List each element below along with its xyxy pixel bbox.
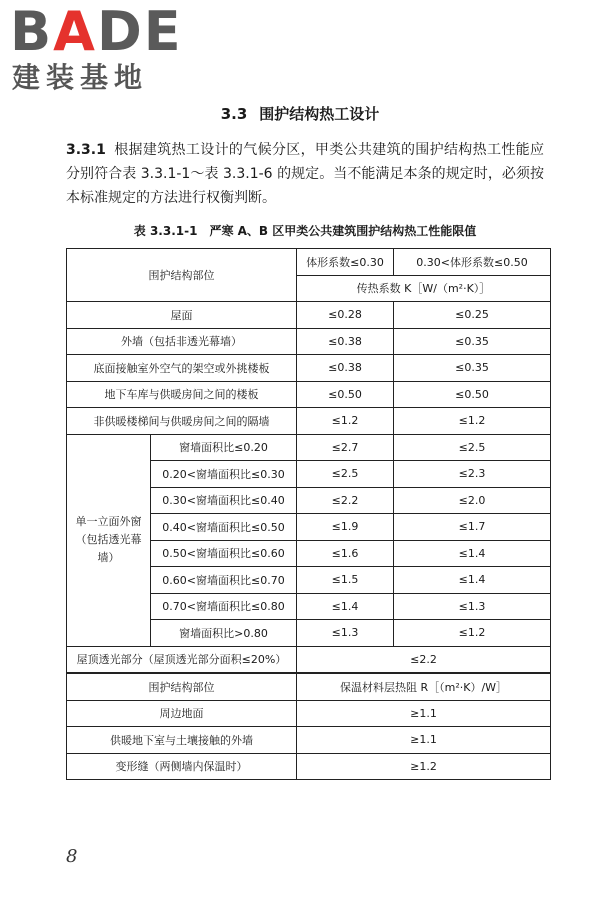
ratio-cell: 窗墙面积比>0.80 xyxy=(151,620,297,647)
table-caption: 表 3.3.1-1 严寒 A、B 区甲类公共建筑围护结构热工性能限值 xyxy=(133,224,477,238)
value-cell: ≤0.28 xyxy=(297,302,394,329)
ratio-cell: 窗墙面积比≤0.20 xyxy=(151,434,297,461)
value-cell: ≤0.35 xyxy=(394,328,551,355)
section-number: 3.3 xyxy=(220,105,248,123)
r-row xyxy=(67,727,551,754)
value-cell: ≤0.50 xyxy=(394,381,551,408)
thermal-performance-table xyxy=(66,248,551,780)
value-cell: ≥1.1 xyxy=(297,700,551,727)
value-cell: ≤0.35 xyxy=(394,355,551,382)
ratio-cell: 0.70<窗墙面积比≤0.80 xyxy=(151,593,297,620)
value-cell: ≤2.2 xyxy=(297,646,551,673)
ratio-cell: 0.50<窗墙面积比≤0.60 xyxy=(151,540,297,567)
header-col1-cell: 体形系数≤0.30 xyxy=(297,249,394,276)
logo-wordmark xyxy=(10,0,183,63)
header2-unit-cell: 保温材料层热阻 R［（m²·K）/W］ xyxy=(297,673,551,700)
r-row xyxy=(67,700,551,727)
part-cell: 屋顶透光部分（屋顶透光部分面积≤20%） xyxy=(67,646,297,673)
part-cell: 变形缝（两侧墙内保温时） xyxy=(67,753,297,780)
value-cell: ≤1.4 xyxy=(394,567,551,594)
value-cell: ≤1.4 xyxy=(394,540,551,567)
value-cell: ≤1.9 xyxy=(297,514,394,541)
logo-letter-a-accent: A xyxy=(53,0,97,63)
value-cell: ≤2.0 xyxy=(394,487,551,514)
value-cell: ≤1.6 xyxy=(297,540,394,567)
ratio-cell: 0.30<窗墙面积比≤0.40 xyxy=(151,487,297,514)
value-cell: ≤2.7 xyxy=(297,434,394,461)
header-part-cell: 围护结构部位 xyxy=(67,249,297,302)
r-row xyxy=(67,753,551,780)
value-cell: ≥1.2 xyxy=(297,753,551,780)
value-cell: ≤0.25 xyxy=(394,302,551,329)
clause-paragraph xyxy=(66,138,544,210)
bade-logo xyxy=(10,0,183,96)
part-cell: 外墙（包括非透光幕墙） xyxy=(67,328,297,355)
page-number: 8 xyxy=(66,846,78,867)
value-cell: ≤0.38 xyxy=(297,328,394,355)
ratio-cell: 0.20<窗墙面积比≤0.30 xyxy=(151,461,297,488)
value-cell: ≥1.1 xyxy=(297,727,551,754)
ratio-cell: 0.60<窗墙面积比≤0.70 xyxy=(151,567,297,594)
table-header2-row xyxy=(67,673,551,700)
window-group-cell: 单一立面外窗（包括透光幕墙） xyxy=(67,434,151,646)
part-cell: 供暖地下室与土壤接触的外墙 xyxy=(67,727,297,754)
value-cell: ≤1.3 xyxy=(394,593,551,620)
part-cell: 非供暖楼梯间与供暖房间之间的隔墙 xyxy=(67,408,297,435)
table-header-row xyxy=(67,249,551,276)
table-row xyxy=(67,302,551,329)
value-cell: ≤1.2 xyxy=(297,408,394,435)
clause-number: 3.3.1 xyxy=(66,142,106,158)
logo-letters-de: DE xyxy=(96,0,183,63)
value-cell: ≤1.5 xyxy=(297,567,394,594)
part-cell: 底面接触室外空气的架空或外挑楼板 xyxy=(67,355,297,382)
part-cell: 周边地面 xyxy=(67,700,297,727)
logo-subtitle: 建装基地 xyxy=(12,61,149,94)
part-cell: 地下车库与供暖房间之间的楼板 xyxy=(67,381,297,408)
table-row xyxy=(67,408,551,435)
logo-letter-b: B xyxy=(10,0,54,63)
value-cell: ≤2.2 xyxy=(297,487,394,514)
value-cell: ≤1.7 xyxy=(394,514,551,541)
clause-text: 根据建筑热工设计的气候分区，甲类公共建筑的围护结构热工性能应分别符合表 3.3.1-1～表 3.3.1-6 的规定。当不能满足本条的规定时，必须按本标准规定的方法进行权衡判断。 xyxy=(66,142,544,206)
header-col2-cell: 0.30<体形系数≤0.50 xyxy=(394,249,551,276)
ratio-cell: 0.40<窗墙面积比≤0.50 xyxy=(151,514,297,541)
value-cell: ≤2.5 xyxy=(297,461,394,488)
value-cell: ≤2.3 xyxy=(394,461,551,488)
table-row xyxy=(67,381,551,408)
value-cell: ≤1.3 xyxy=(297,620,394,647)
section-heading xyxy=(0,103,600,124)
value-cell: ≤1.2 xyxy=(394,408,551,435)
table-row xyxy=(67,355,551,382)
header2-part-cell: 围护结构部位 xyxy=(67,673,297,700)
value-cell: ≤0.50 xyxy=(297,381,394,408)
skylight-row xyxy=(67,646,551,673)
value-cell: ≤2.5 xyxy=(394,434,551,461)
value-cell: ≤0.38 xyxy=(297,355,394,382)
window-row xyxy=(67,434,551,461)
table-row xyxy=(67,328,551,355)
part-cell: 屋面 xyxy=(67,302,297,329)
header-unit-cell: 传热系数 K［W/（m²·K）］ xyxy=(297,275,551,302)
section-title-text: 围护结构热工设计 xyxy=(259,105,380,123)
value-cell: ≤1.4 xyxy=(297,593,394,620)
value-cell: ≤1.2 xyxy=(394,620,551,647)
